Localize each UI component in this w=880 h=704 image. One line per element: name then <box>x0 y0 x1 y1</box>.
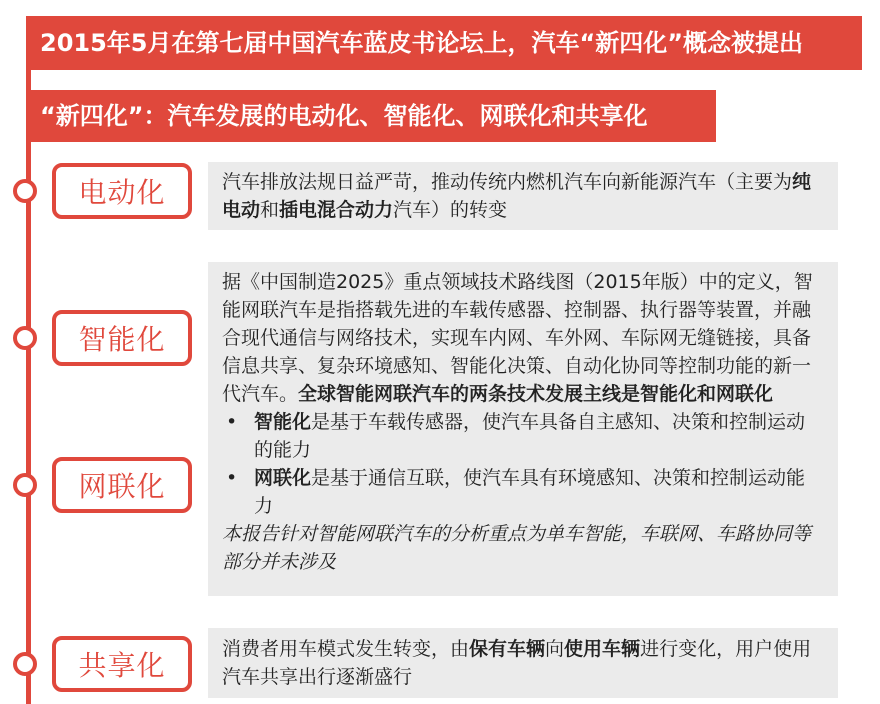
category-smart: 智能化 <box>52 310 192 366</box>
description-electric: 汽车排放法规日益严苛，推动传统内燃机汽车向新能源汽车（主要为纯电动和插电混合动力汽车）的转变 <box>208 162 838 230</box>
bullet-smart: • 智能化是基于车载传感器，使汽车具备自主感知、决策和控制运动的能力 <box>226 411 806 461</box>
bullet-connected: • 网联化是基于通信互联，使汽车具有环境感知、决策和控制运动能力 <box>226 467 806 517</box>
timeline-node-sharing <box>13 652 37 676</box>
timeline-node-electric <box>13 179 37 203</box>
subtitle-banner: “新四化”：汽车发展的电动化、智能化、网联化和共享化 <box>26 90 716 142</box>
smart-definition: 据《中国制造2025》重点领域技术路线图（2015年版）中的定义，智能网联汽车是指搭载先进的车载传感器、控制器、执行器等装置，并融合现代通信与网络技术，实现车内网、车外网、车际网无缝链接，具备信息共享、复杂环境感知、智能化决策、自动化协同等控制功能的新一代汽车。全球智能网联汽车的两条技术发展主线是智能化和网联化 <box>222 271 813 405</box>
category-connected: 网联化 <box>52 457 192 513</box>
report-scope-note: 本报告针对智能网联汽车的分析重点为单车智能，车联网、车路协同等部分并未涉及 <box>222 523 812 573</box>
description-sharing: 消费者用车模式发生转变，由保有车辆向使用车辆进行变化，用户使用汽车共享出行逐渐盛行 <box>208 628 838 698</box>
timeline-node-smart <box>13 326 37 350</box>
main-title-banner: 2015年5月在第七届中国汽车蓝皮书论坛上，汽车“新四化”概念被提出 <box>26 16 862 70</box>
category-sharing: 共享化 <box>52 636 192 692</box>
timeline-node-connected <box>13 473 37 497</box>
description-smart-connected <box>208 262 838 596</box>
category-electric: 电动化 <box>52 163 192 219</box>
